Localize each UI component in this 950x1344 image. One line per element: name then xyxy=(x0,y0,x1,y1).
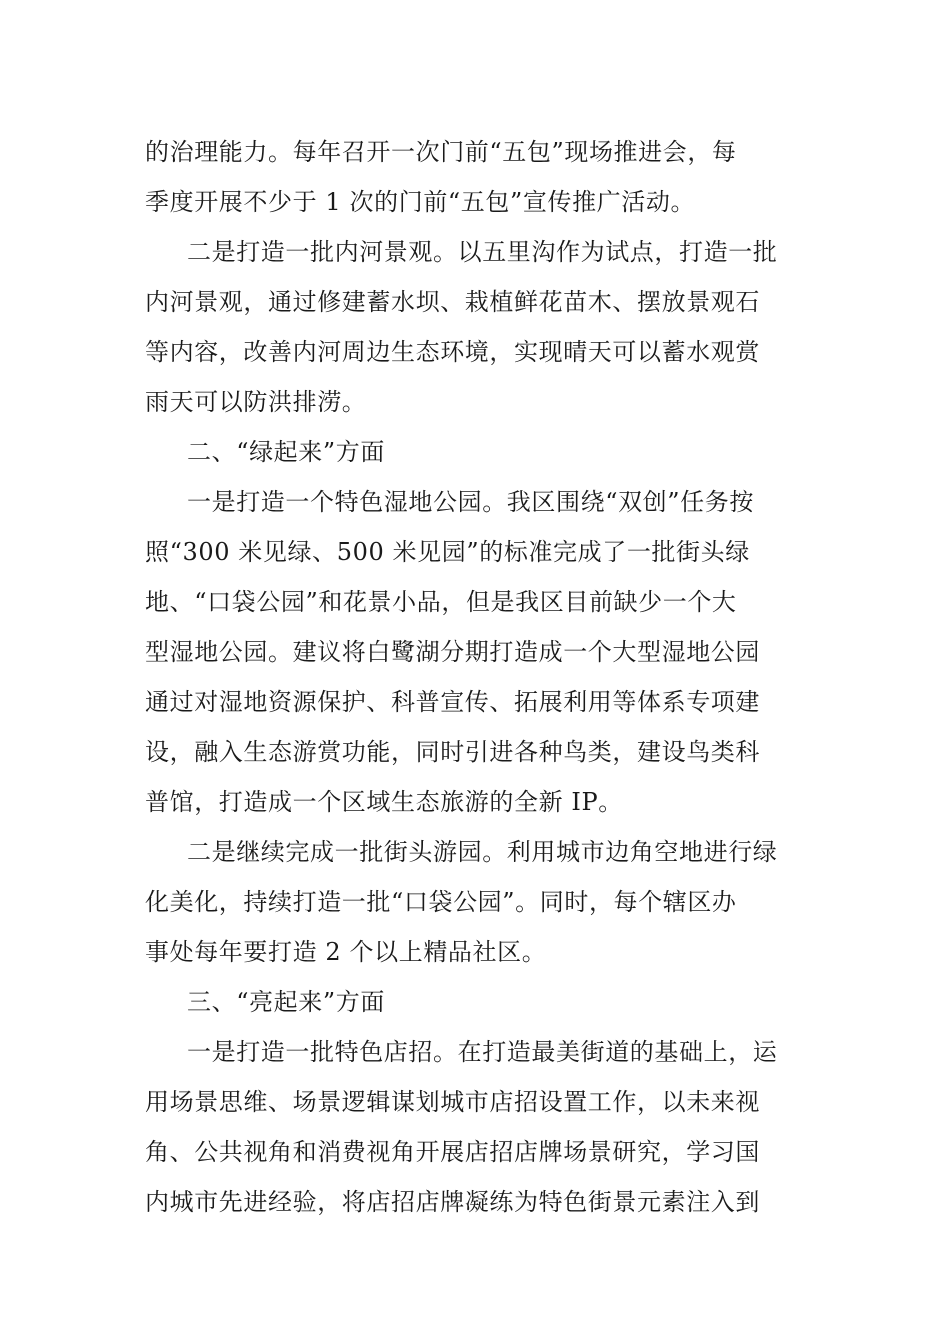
text-line: 型湿地公园。建议将白鹭湖分期打造成一个大型湿地公园 xyxy=(145,638,760,666)
text-line: 通过对湿地资源保护、科普宣传、拓展利用等体系专项建 xyxy=(145,688,760,716)
text-line: 内河景观，通过修建蓄水坝、栽植鲜花苗木、摆放景观石 xyxy=(145,288,760,316)
text-line: 雨天可以防洪排涝。 xyxy=(145,388,367,416)
text-line: 设，融入生态游赏功能，同时引进各种鸟类，建设鸟类科 xyxy=(145,738,760,766)
text-line: 的治理能力。每年召开一次门前“五包”现场推进会，每 xyxy=(145,138,737,166)
paragraph-start: 二是打造一批内河景观。以五里沟作为试点，打造一批 xyxy=(187,238,778,266)
text-line: 用场景思维、场景逻辑谋划城市店招设置工作，以未来视 xyxy=(145,1088,760,1116)
text-line: 普馆，打造成一个区域生态旅游的全新 IP。 xyxy=(145,788,623,816)
text-line: 角、公共视角和消费视角开展店招店牌场景研究，学习国 xyxy=(145,1138,760,1166)
text-line: 化美化，持续打造一批“口袋公园”。同时，每个辖区办 xyxy=(145,888,737,916)
text-line: 内城市先进经验，将店招店牌凝练为特色街景元素注入到 xyxy=(145,1188,760,1216)
text-line: 等内容，改善内河周边生态环境，实现晴天可以蓄水观赏 xyxy=(145,338,760,366)
text-line: 事处每年要打造 2 个以上精品社区。 xyxy=(145,938,547,966)
text-line: 季度开展不少于 1 次的门前“五包”宣传推广活动。 xyxy=(145,188,696,216)
section-heading: 三、“亮起来”方面 xyxy=(187,988,385,1016)
paragraph-start: 一是打造一个特色湿地公园。我区围绕“双创”任务按 xyxy=(187,488,754,516)
section-heading: 二、“绿起来”方面 xyxy=(187,438,385,466)
paragraph-start: 一是打造一批特色店招。在打造最美街道的基础上，运 xyxy=(187,1038,778,1066)
paragraph-start: 二是继续完成一批街头游园。利用城市边角空地进行绿 xyxy=(187,838,778,866)
text-line: 地、“口袋公园”和花景小品，但是我区目前缺少一个大 xyxy=(145,588,737,616)
text-line: 照“300 米见绿、500 米见园”的标准完成了一批街头绿 xyxy=(145,538,750,566)
